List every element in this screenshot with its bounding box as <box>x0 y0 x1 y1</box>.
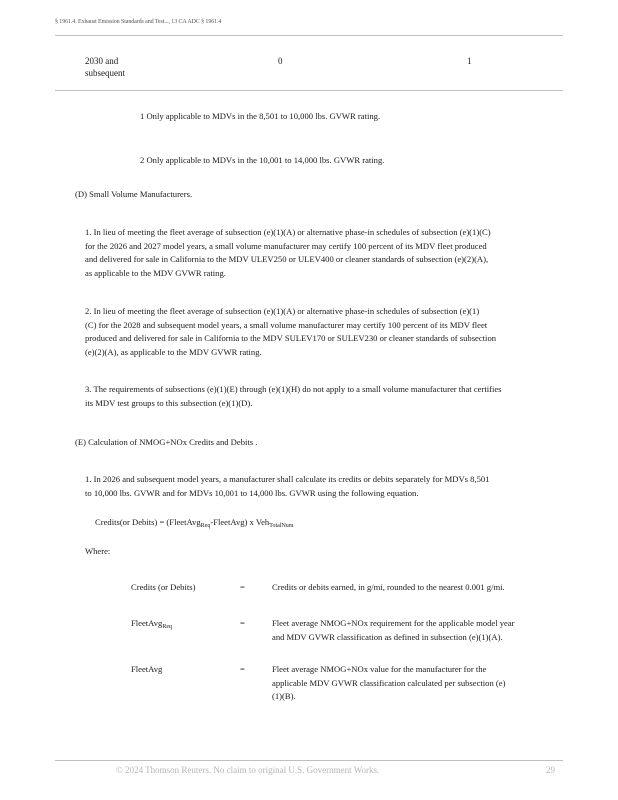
table-cell-col3: 1 <box>467 56 472 66</box>
definition-text-credits: Credits or debits earned, in g/mi, rounded to the nearest 0.001 g/mi. <box>272 582 505 592</box>
section-e-paragraph-1: 1. In 2026 and subsequent model years, a manufacturer shall calculate its credits or debits separately for MDVs 8,501 to 10,000 lbs. GVWR and for MDVs 10,001 to 14,000 lbs. GVWR using the following equation. <box>85 474 490 498</box>
definition-equals-3: = <box>240 664 245 674</box>
definition-equals-2: = <box>240 618 245 628</box>
section-e-heading: (E) Calculation of NMOG+NOx Credits and Debits . <box>75 437 258 447</box>
section-d-paragraph-2: 2. In lieu of meeting the fleet average of subsection (e)(1)(A) or alternative phase-in schedules of subsection (e)(1) (C) for the 2028 and subsequent model years, a small volume manufacturer may certify 100 percent of its MDV fleet produced and delivered for sale in California to the MDV SULEV170 or SULEV230 or cleaner standards of subsection (e)(2)(A), as applicable to the MDV GVWR rating. <box>85 306 497 357</box>
header-rule <box>55 35 563 36</box>
section-d-paragraph-3: 3. The requirements of subsections (e)(1)(E) through (e)(1)(H) do not apply to a small volume manufacturer that certifies its MDV test groups to this subsection (e)(1)(D). <box>85 384 502 408</box>
table-rule <box>55 90 563 91</box>
running-head: § 1961.4. Exhaust Emission Standards and Test..., 13 CA ADC § 1961.4 <box>55 19 222 25</box>
definition-text-fleetavg: Fleet average NMOG+NOx value for the manufacturer for the applicable MDV GVWR classification calculated per subsection (e) (1)(B). <box>272 664 506 701</box>
footnote-1: 1 Only applicable to MDVs in the 8,501 to 10,000 lbs. GVWR rating. <box>140 111 381 121</box>
table-cell-year: 2030 and subsequent <box>85 56 125 78</box>
where-label: Where: <box>85 546 111 556</box>
footnote-2: 2 Only applicable to MDVs in the 10,001 to 14,000 lbs. GVWR rating. <box>140 155 385 165</box>
table-cell-col2: 0 <box>278 56 283 66</box>
copyright-notice: © 2024 Thomson Reuters. No claim to original U.S. Government Works. <box>116 765 380 775</box>
page-number: 29 <box>546 765 555 775</box>
definition-term-fleetavg-req: FleetAvg$_{Req}$ <box>131 618 173 630</box>
definition-equals-1: = <box>240 582 245 592</box>
section-d-heading: (D) Small Volume Manufacturers. <box>75 189 193 199</box>
definition-text-fleetavg-req: Fleet average NMOG+NOx requirement for the applicable model year and MDV GVWR classification as defined in subsection (e)(1)(A). <box>272 618 515 642</box>
credits-equation: Credits(or Debits) = (FleetAvg$_{Req}$-FleetAvg) x Veh$_{TotalNum}$ <box>95 517 294 529</box>
section-d-paragraph-1: 1. In lieu of meeting the fleet average of subsection (e)(1)(A) or alternative phase-in schedules of subsection (e)(1)(C) for the 2026 and 2027 model years, a small volume manufacturer may certify 100 percent of its MDV fleet produced and delivered for sale in California to the MDV ULEV250 or ULEV400 or cleaner standards of subsection (e)(2)(A), as applicable to the MDV GVWR rating. <box>85 227 491 278</box>
definition-term-fleetavg: FleetAvg <box>131 664 163 674</box>
footer-rule <box>55 760 563 761</box>
definition-term-credits: Credits (or Debits) <box>131 582 196 592</box>
